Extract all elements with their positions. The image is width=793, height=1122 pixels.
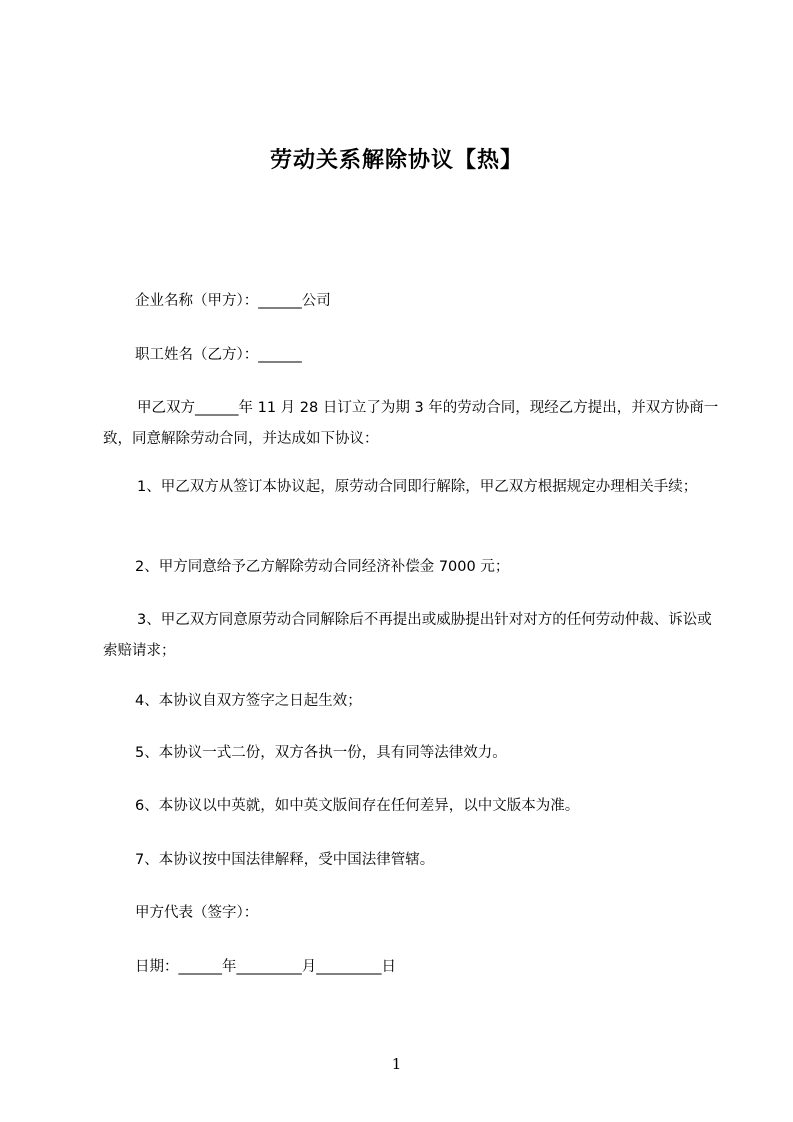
- employee-name-line: 职工姓名（乙方）：______: [135, 347, 302, 363]
- date-line: 日期：______年_________月_________日: [135, 959, 396, 975]
- clause-6: 6、本协议以中英就，如中英文版间存在任何差异，以中文版本为准。: [135, 798, 580, 814]
- clause-2: 2、甲方同意给予乙方解除劳动合同经济补偿金 7000 元；: [135, 559, 510, 575]
- document-title: 劳动关系解除协议【热】: [269, 148, 523, 173]
- intro-paragraph: 甲乙双方______年 11 月 28 日订立了为期 3 年的劳动合同，现经乙方提出，并双方协商一致，同意解除劳动合同，并达成如下协议：: [103, 400, 719, 447]
- page-number: 1: [391, 1055, 402, 1073]
- clause-7: 7、本协议按中国法律解释，受中国法律管辖。: [135, 852, 435, 868]
- clause-1: 1、甲乙双方从签订本协议起，原劳动合同即行解除，甲乙双方根据规定办理相关手续；: [137, 479, 698, 495]
- company-name-line: 企业名称（甲方）：______公司: [135, 293, 331, 309]
- signature-line: 甲方代表（签字）：: [135, 905, 259, 921]
- clause-5: 5、本协议一式二份，双方各执一份，具有同等法律效力。: [135, 745, 507, 761]
- clause-3: 3、甲乙双方同意原劳动合同解除后不再提出或威胁提出针对对方的任何劳动仲裁、诉讼或索赔请求；: [103, 612, 712, 659]
- clause-4: 4、本协议自双方签字之日起生效；: [135, 693, 362, 709]
